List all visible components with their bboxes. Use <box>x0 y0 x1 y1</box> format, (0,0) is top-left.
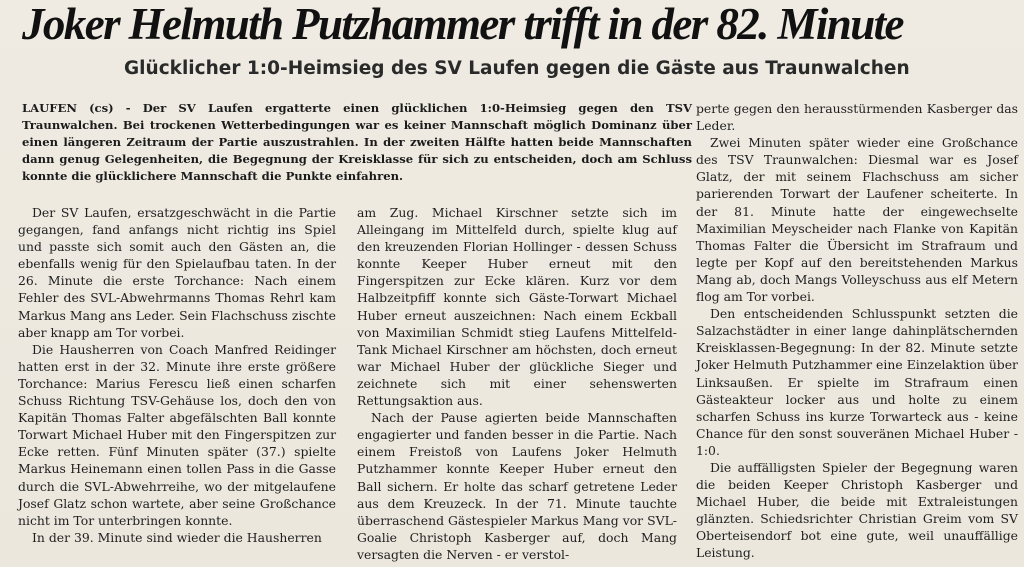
article-column-3 <box>696 100 1018 562</box>
paragraph: Die Hausherren von Coach Manfred Reidinger hatten erst in der 32. Minute ihre erste größere Torchance: Marius Ferescu ließ einen scharfen Schuss Richtung TSV-Gehäuse los, doch den von Kapitän Thomas Falter abgefälschten Ball konnte Torwart Michael Huber mit den Fingerspitzen zur Ecke retten. Fünf Minuten später (37.) spielte Markus Heinemann einen tollen Pass in die Gasse durch die SVL-Abwehrreihe, wo der mitgelaufene Josef Glatz schon wartete, aber seine Großchance nicht im Tor unterbringen konnte. <box>18 341 336 528</box>
paragraph: perte gegen den herausstürmenden Kasberger das Leder. <box>696 101 1018 134</box>
article-column-2 <box>357 204 677 563</box>
paragraph: In der 39. Minute sind wieder die Hausherren <box>32 529 322 545</box>
paragraph: am Zug. Michael Kirschner setzte sich im Alleingang im Mittelfeld durch, spielte klug auf den kreuzenden Florian Hollinger - dessen Schuss konnte Keeper Huber erneut mit den Fingerspitzen zur Ecke klären. Kurz vor dem Halbzeitpfiff konnte sich Gäste-Torwart Michael Huber erneut auszeichnen: Nach einem Eckball von Maximilian Schmidt stieg Laufens Mittelfeld-Tank Michael Kirschner am höchsten, doch erneut war Michael Huber der glückliche Sieger und zeichnete sich mit einer sehenswerten Rettungsaktion aus. <box>357 205 677 409</box>
article-headline: Joker Helmuth Putzhammer trifft in der 82. Minute <box>22 0 903 49</box>
paragraph: Den entscheidenden Schlusspunkt setzten die Salzachstädter in einer lange dahinplätschernden Kreisklassen-Begegnung: In der 82. Minute setzte Joker Helmuth Putzhammer eine Einzelaktion über Linksaußen. Er spielte im Strafraum einen Gästeakteur locker aus und holte zu einem scharfen Schuss ins kurze Torwarteck aus - keine Chance für den sonst souveränen Michael Huber - 1:0. <box>696 306 1018 458</box>
paragraph: Der SV Laufen, ersatzgeschwächt in die Partie gegangen, fand anfangs nicht richtig ins Spiel und passte sich somit auch den Gästen an, die ebenfalls wenig für den Spielaufbau taten. In der 26. Minute die erste Torchance: Nach einem Fehler des SVL-Abwehrmanns Thomas Rehrl kam Markus Mang ans Leder. Sein Flachschuss zischte aber knapp am Tor vorbei. <box>18 205 336 340</box>
paragraph: Zwei Minuten später wieder eine Großchance des TSV Traunwalchen: Diesmal war es Josef Glatz, der mit seinem Flachschuss am sicher parierenden Torwart der Laufener scheiterte. In der 81. Minute hatte der eingewechselte Maximilian Meyscheider nach Flanke von Kapitän Thomas Falter die Übersicht im Strafraum und legte per Kopf auf den bereitstehenden Markus Mang ab, doch Mangs Volleyschuss aus elf Metern flog am Tor vorbei. <box>696 135 1018 305</box>
dateline: LAUFEN (cs) - <box>22 101 131 115</box>
paragraph: Die auffälligsten Spieler der Begegnung waren die beiden Keeper Christoph Kasberger und Michael Huber, die beide mit Extraleistungen glänzten. Schiedsrichter Christian Greim vom SV Oberteisendorf bot eine gute, weil unauffällige Leistung. <box>696 459 1018 561</box>
article-column-1 <box>18 204 336 546</box>
article-lead <box>22 100 692 185</box>
paragraph: Nach der Pause agierten beide Mannschaften engagierter und fanden besser in die Partie. Nach einem Freistoß von Laufens Joker Helmuth Putzhammer konnte Keeper Huber erneut den Ball sichern. Er holte das scharf getretene Leder aus dem Kreuzeck. In der 71. Minute tauchte überraschend Gästespieler Markus Mang vor SVL-Goalie Christoph Kasberger auf, doch Mang versagten die Nerven - er verstol- <box>357 410 677 562</box>
lead-text: Der SV Laufen ergatterte einen glücklichen 1:0-Heimsieg gegen den TSV Traunwalchen. Bei trockenen Wetterbedingungen war es keiner Mannschaft möglich Dominanz über einen längeren Zeitraum der Partie auszustrahlen. In der zweiten Hälfte hatten beide Mannschaften dann genug Gelegenheiten, die Begegnung der Kreisklasse für sich zu entscheiden, doch am Schluss konnte die glücklichere Mannschaft die Punkte einfahren. <box>22 101 692 183</box>
article-subheadline: Glücklicher 1:0-Heimsieg des SV Laufen gegen die Gäste aus Traunwalchen <box>124 58 910 79</box>
